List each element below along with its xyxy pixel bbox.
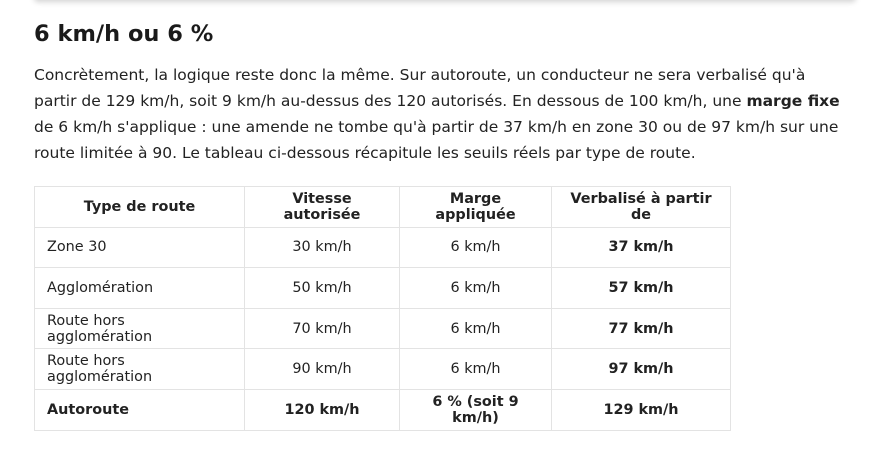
cell-fined-from: 57 km/h bbox=[552, 268, 731, 309]
cell-road-type: Agglomération bbox=[35, 268, 245, 309]
header-road-type: Type de route bbox=[35, 187, 245, 228]
cell-fined-from: 77 km/h bbox=[552, 308, 731, 349]
cell-margin: 6 km/h bbox=[400, 349, 552, 390]
table-row bbox=[35, 349, 731, 390]
header-margin: Marge appliquée bbox=[400, 187, 552, 228]
table-header-row bbox=[35, 187, 731, 228]
cell-fined-from: 37 km/h bbox=[552, 227, 731, 268]
paragraph-text-2: de 6 km/h s'applique : une amende ne tombe qu'à partir de 37 km/h en zone 30 ou de 97 km/h sur une route limitée à 90. Le tableau ci-dessous récapitule les seuils réels par type de route. bbox=[34, 118, 839, 162]
speed-threshold-table bbox=[34, 186, 731, 431]
cell-fined-from: 97 km/h bbox=[552, 349, 731, 390]
table-row bbox=[35, 227, 731, 268]
cell-margin: 6 km/h bbox=[400, 268, 552, 309]
article-section bbox=[34, 18, 844, 166]
paragraph-emphasis: marge fixe bbox=[746, 92, 840, 110]
table-row bbox=[35, 268, 731, 309]
cell-speed-limit: 70 km/h bbox=[245, 308, 400, 349]
table-row bbox=[35, 389, 731, 430]
cell-speed-limit: 50 km/h bbox=[245, 268, 400, 309]
cell-speed-limit: 120 km/h bbox=[245, 389, 400, 430]
cell-road-type: Zone 30 bbox=[35, 227, 245, 268]
cell-margin: 6 % (soit 9 km/h) bbox=[400, 389, 552, 430]
cell-road-type: Route hors agglomération bbox=[35, 349, 245, 390]
cell-road-type: Route hors agglomération bbox=[35, 308, 245, 349]
table-row bbox=[35, 308, 731, 349]
section-heading: 6 km/h ou 6 % bbox=[34, 21, 214, 47]
header-fined-from: Verbalisé à partir de bbox=[552, 187, 731, 228]
paragraph-text-1: Concrètement, la logique reste donc la même. Sur autoroute, un conducteur ne sera verbalisé qu'à partir de 129 km/h, soit 9 km/h au-dessus des 120 autorisés. En dessous de 100 km/h, une bbox=[34, 66, 806, 110]
header-speed-limit: Vitesse autorisée bbox=[245, 187, 400, 228]
cell-speed-limit: 90 km/h bbox=[245, 349, 400, 390]
cell-fined-from: 129 km/h bbox=[552, 389, 731, 430]
cell-margin: 6 km/h bbox=[400, 227, 552, 268]
cell-speed-limit: 30 km/h bbox=[245, 227, 400, 268]
section-paragraph bbox=[34, 62, 844, 166]
cell-road-type: Autoroute bbox=[35, 389, 245, 430]
cell-margin: 6 km/h bbox=[400, 308, 552, 349]
